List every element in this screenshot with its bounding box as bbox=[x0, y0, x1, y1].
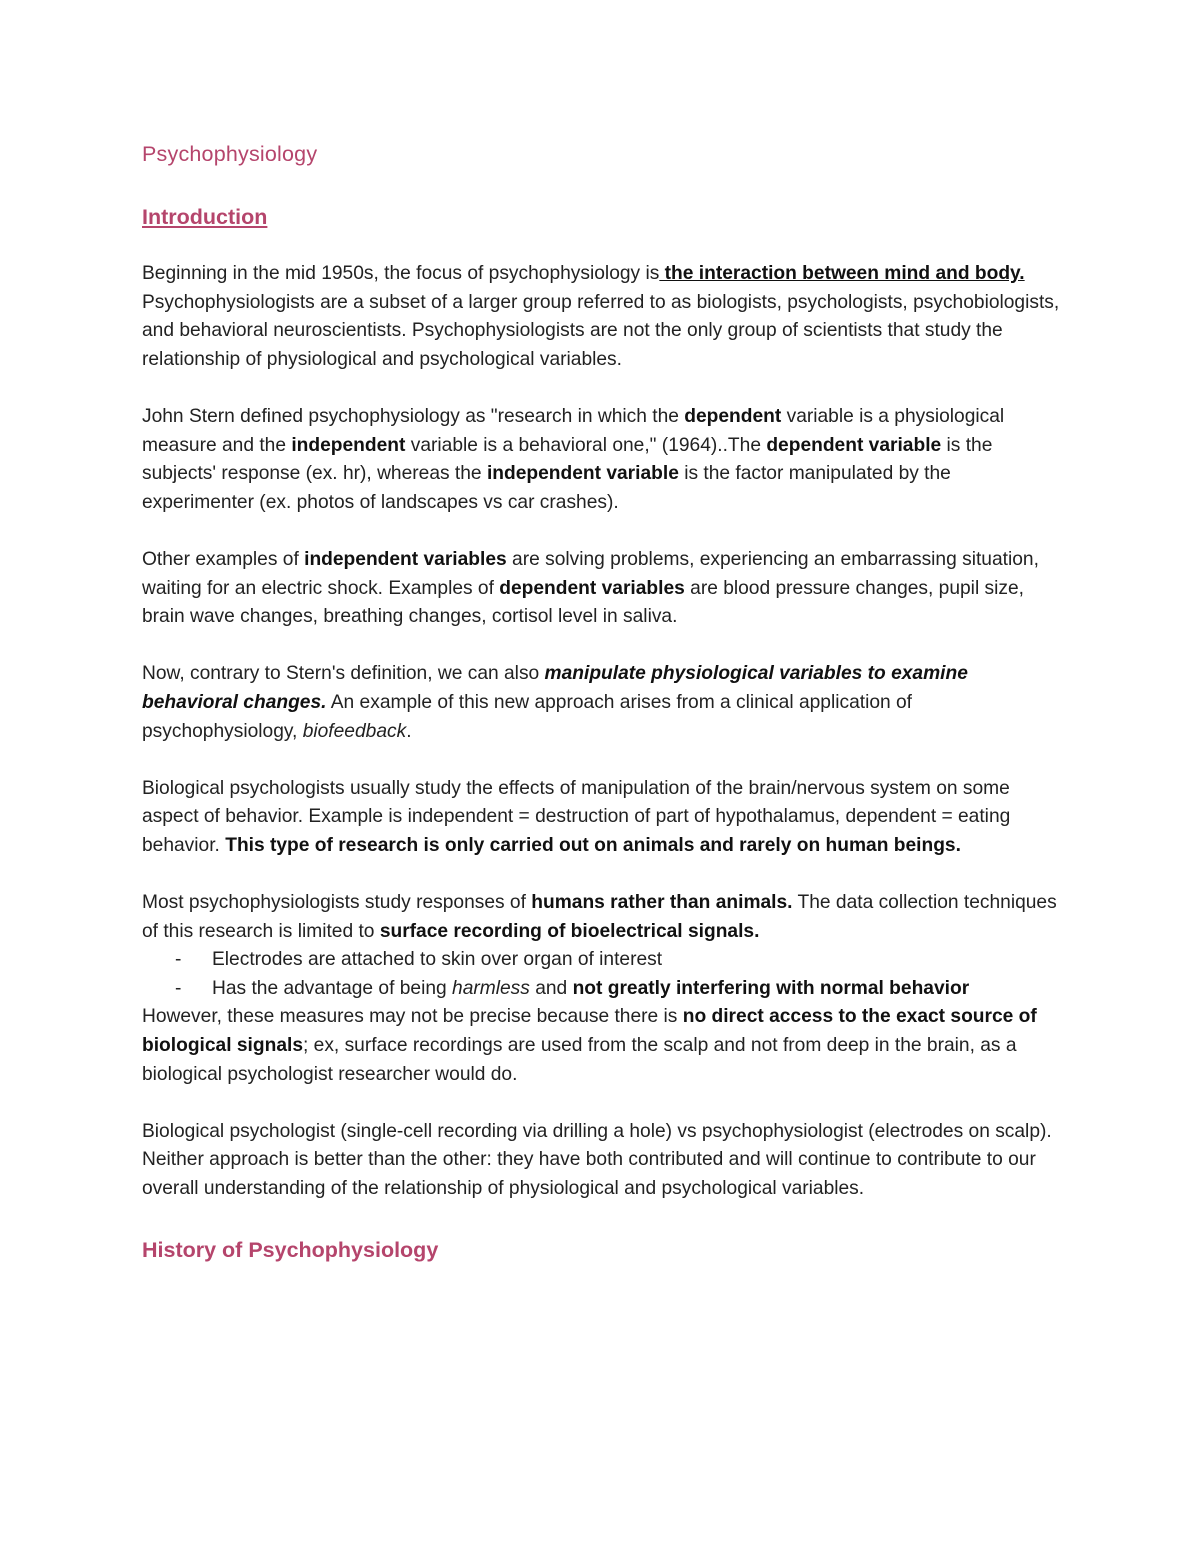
text: is the subjects' response (ex. hr), whereas the bbox=[142, 434, 993, 485]
text: Beginning in the mid 1950s, the focus of psychophysiology is bbox=[142, 263, 660, 284]
text: is the factor manipulated by the experimenter (ex. photos of landscapes vs car crashes). bbox=[142, 463, 951, 513]
text: Other examples of bbox=[142, 548, 305, 570]
text: However, these measures may not be precise because there is bbox=[142, 1006, 683, 1028]
text: Has the advantage of being bbox=[212, 977, 453, 999]
text: variable is a physiological measure and the bbox=[142, 405, 1005, 456]
dash-bullet: - bbox=[175, 977, 182, 999]
section-heading-introduction: Introduction bbox=[142, 205, 268, 229]
bold-text: surface recording of bioelectrical signals. bbox=[379, 920, 760, 942]
text: Psychophysiologists are a subset of a larger group referred to as biologists, psychologists, psychobiologists, and behavioral neuroscientists. Psychophysiologists are not the only group of scientists that study the relationship of physiological and psychological variables. bbox=[142, 291, 1060, 370]
dash-bullet: - bbox=[175, 949, 182, 971]
list-item bbox=[142, 975, 1067, 1004]
italic-text: biofeedback bbox=[302, 720, 407, 742]
paragraph-precision bbox=[142, 1003, 1067, 1089]
bold-italic-text: manipulate physiological variables to examine behavioral changes. bbox=[142, 663, 968, 713]
bold-text: dependent variables bbox=[499, 577, 685, 599]
bold-text: independent variables bbox=[304, 548, 507, 570]
document-page bbox=[142, 138, 1067, 1266]
text: . bbox=[406, 720, 412, 742]
italic-text: harmless bbox=[452, 977, 530, 999]
bold-text: This type of research is only carried out on animals and rarely on human beings. bbox=[225, 834, 961, 856]
paragraph-stern-definition bbox=[142, 403, 1067, 517]
bold-text: independent bbox=[291, 434, 406, 456]
bold-text: no direct access to the exact source of biological signals bbox=[142, 1006, 1037, 1057]
text: Now, contrary to Stern's definition, we can also bbox=[142, 663, 545, 685]
section-heading-history: History of Psychophysiology bbox=[142, 1237, 439, 1262]
bold-text: dependent bbox=[684, 405, 782, 427]
dash-list bbox=[142, 946, 1067, 1003]
text: Electrodes are attached to skin over organ of interest bbox=[212, 949, 663, 971]
bold-text: humans rather than animals. bbox=[531, 892, 793, 914]
text: variable is a behavioral one," (1964)..The bbox=[405, 434, 767, 456]
text: An example of this new approach arises from a clinical application of psychophysiology, bbox=[142, 691, 913, 742]
bold-text: not greatly interfering with normal behavior bbox=[572, 977, 970, 999]
text: Most psychophysiologists study responses of bbox=[142, 892, 532, 914]
paragraph-biofeedback bbox=[142, 660, 1067, 746]
paragraph-comparison bbox=[142, 1118, 1067, 1204]
text: Biological psychologists usually study the effects of manipulation of the brain/nervous system on some aspect of behavior. Example is independent = destruction of part of hypothalamus, dependent = eating behavior. bbox=[142, 777, 1011, 856]
bold-underlined-text: the interaction between mind and body. bbox=[659, 263, 1025, 284]
text: Biological psychologist (single-cell recording via drilling a hole) vs psychophysiologist (electrodes on scalp). Neither approach is better than the other: they have both contributed and will continue to contribute to our overall understanding of the relationship of physiological and psychological variables. bbox=[142, 1120, 1052, 1199]
text: and bbox=[529, 977, 573, 999]
paragraph-surface-recording bbox=[142, 889, 1067, 946]
bold-text: dependent variable bbox=[766, 434, 942, 456]
text: ; ex, surface recordings are used from the scalp and not from deep in the brain, as a biological psychologist researcher would do. bbox=[142, 1035, 1017, 1085]
bold-text: independent variable bbox=[486, 463, 679, 485]
paragraph-focus bbox=[142, 260, 1067, 374]
text: are blood pressure changes, pupil size, brain wave changes, breathing changes, cortisol level in saliva. bbox=[142, 577, 1024, 628]
document-title: Psychophysiology bbox=[142, 142, 318, 166]
text: John Stern defined psychophysiology as "research in which the bbox=[142, 405, 685, 427]
text: are solving problems, experiencing an embarrassing situation, waiting for an electric shock. Examples of bbox=[142, 548, 1039, 599]
list-item bbox=[142, 946, 1067, 975]
paragraph-variable-examples bbox=[142, 546, 1067, 632]
paragraph-biological-psychologists bbox=[142, 775, 1067, 861]
text: The data collection techniques of this research is limited to bbox=[142, 892, 1057, 942]
